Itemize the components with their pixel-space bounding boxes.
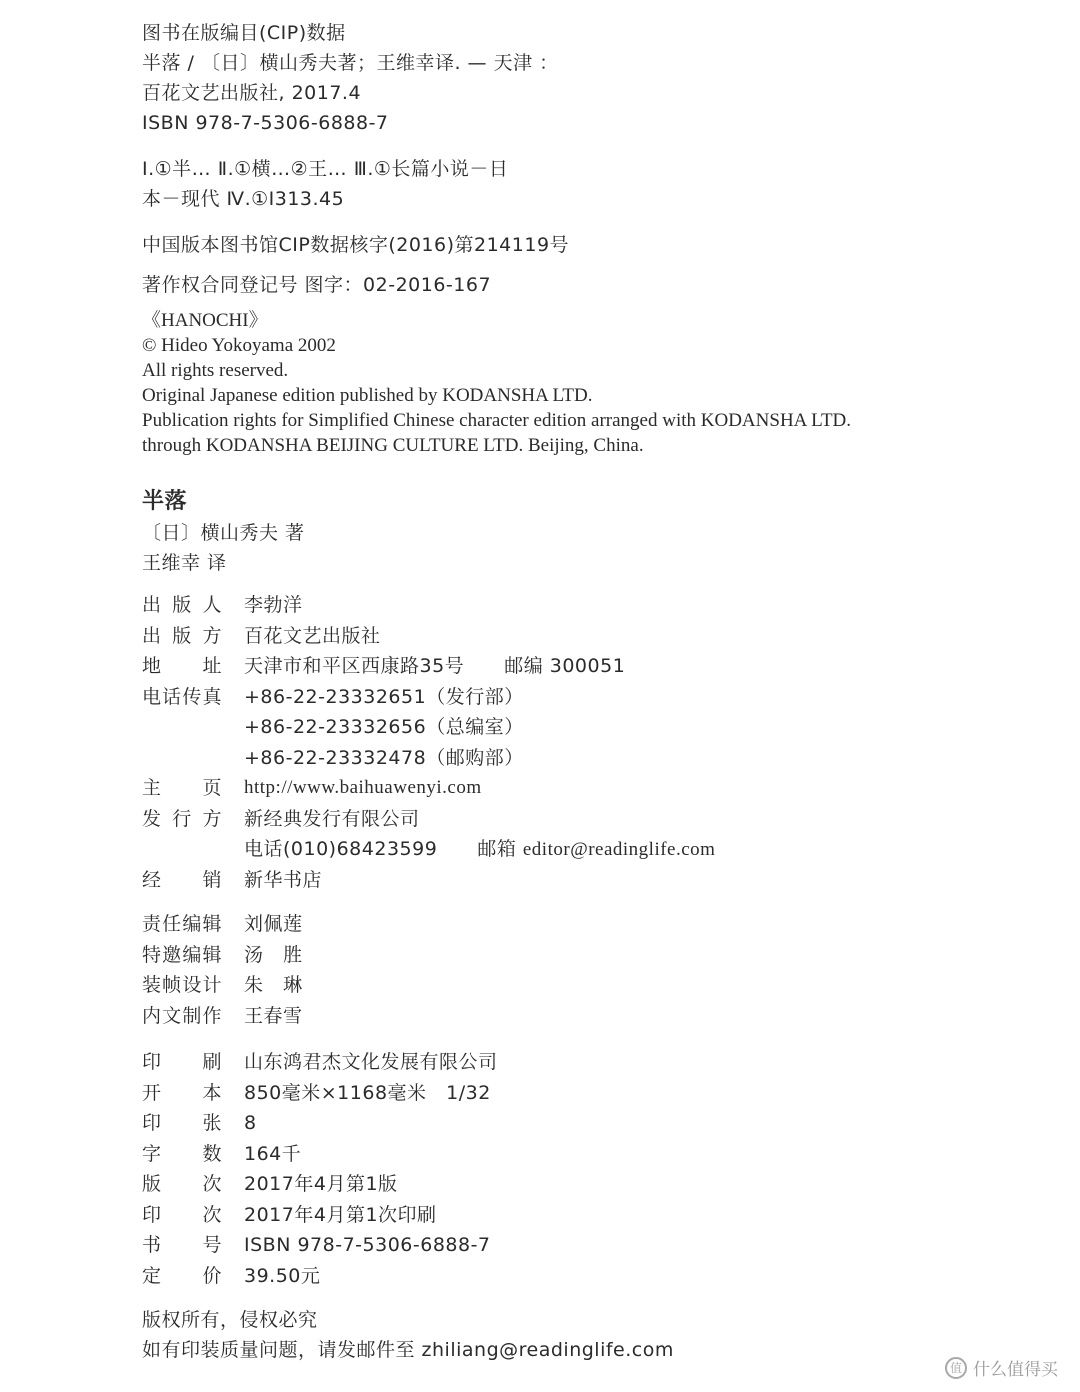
value: 2017年4月第1次印刷 (244, 1203, 437, 1226)
phone-row (142, 743, 1042, 774)
printer-row (142, 1047, 1042, 1078)
smzdm-logo-icon: 值 (945, 1357, 967, 1379)
edition-row (142, 1169, 1042, 1200)
seller-row (142, 865, 1042, 896)
label: 责 任 编 辑 (142, 913, 222, 935)
watermark-text: 什么值得买 (973, 1360, 1058, 1380)
email-label: 邮箱 (477, 838, 517, 860)
address-value: 天津市和平区西康路35号 (244, 655, 465, 677)
distributor-phone: 电话(010)68423599 (244, 838, 438, 860)
phone-value: +86-22-23332478（邮购部） (244, 746, 524, 769)
phone-row (142, 682, 1042, 713)
postcode-value: 300051 (549, 655, 626, 677)
distributor-row (142, 804, 1042, 835)
format-row (142, 1078, 1042, 1109)
cip-heading: 图书在版编目(CIP)数据 (142, 22, 346, 44)
value: 朱 琳 (244, 974, 303, 996)
english-line: through KODANSHA BEIJING CULTURE LTD. Beijing, China. (142, 435, 644, 456)
cip-class-line: 本－现代 Ⅳ.①I313.45 (142, 188, 345, 210)
label: 主 页 (142, 777, 222, 799)
cip-number: 中国版本图书馆CIP数据核字(2016)第214119号 (142, 234, 570, 256)
value: ISBN 978-7-5306-6888-7 (244, 1234, 491, 1256)
cip-line: 百花文艺出版社, 2017.4 (142, 82, 362, 104)
label: 特 邀 编 辑 (142, 943, 222, 966)
label: 开 本 (142, 1081, 222, 1104)
distributor-contact-row (142, 834, 1042, 865)
postcode-label: 邮编 (504, 655, 544, 677)
book-translator: 王维幸 译 (142, 552, 227, 574)
value: 2017年4月第1版 (244, 1173, 398, 1195)
value: 山东鸿君杰文化发展有限公司 (244, 1051, 498, 1073)
value: 王春雪 (244, 1004, 303, 1027)
value: 汤 胜 (244, 943, 303, 966)
label: 出 版 人 (142, 594, 222, 616)
english-line: Original Japanese edition published by KODANSHA LTD. (142, 385, 593, 406)
copyright-registration: 著作权合同登记号 图字：02-2016-167 (142, 274, 492, 296)
label: 版 次 (142, 1173, 222, 1195)
homepage-link[interactable]: http://www.baihuawenyi.com (244, 777, 482, 798)
label: 发 行 方 (142, 807, 222, 830)
label: 印 次 (142, 1203, 222, 1226)
english-title: 《HANOCHI》 (142, 310, 268, 331)
cip-class-line: Ⅰ.①半… Ⅱ.①横…②王… Ⅲ.①长篇小说－日 (142, 158, 509, 180)
label: 字 数 (142, 1142, 222, 1165)
value: 850毫米×1168毫米 1/32 (244, 1081, 491, 1104)
price-row (142, 1261, 1042, 1292)
label: 内 文 制 作 (142, 1004, 222, 1027)
label: 印 刷 (142, 1051, 222, 1073)
label: 地 址 (142, 655, 222, 677)
label: 印 张 (142, 1112, 222, 1134)
value: 39.50元 (244, 1264, 321, 1287)
phone-value: +86-22-23332656（总编室） (244, 716, 524, 738)
english-line: All rights reserved. (142, 360, 289, 381)
value: 李勃洋 (244, 594, 303, 616)
isbn-row (142, 1230, 1042, 1261)
value: 164千 (244, 1142, 302, 1165)
cip-line: ISBN 978-7-5306-6888-7 (142, 112, 389, 134)
impression-row (142, 1200, 1042, 1231)
english-line: © Hideo Yokoyama 2002 (142, 335, 336, 356)
phone-row (142, 712, 1042, 743)
book-author: 〔日〕横山秀夫 著 (142, 522, 305, 544)
binding-design-row (142, 970, 1042, 1001)
publisher-person-row (142, 590, 1042, 621)
value: 百花文艺出版社 (244, 624, 381, 647)
distributor-email[interactable]: editor@readinglife.com (522, 839, 716, 860)
quality-notice: 如有印装质量问题，请发邮件至 zhiliang@readinglife.com (142, 1339, 674, 1361)
label: 装 帧 设 计 (142, 974, 222, 996)
value: 刘佩莲 (244, 913, 303, 935)
value: 新华书店 (244, 868, 323, 891)
watermark (945, 1355, 1058, 1380)
book-title: 半落 (142, 489, 188, 514)
chief-editor-row (142, 909, 1042, 940)
rights-notice: 版权所有，侵权必究 (142, 1309, 318, 1331)
phone-value: +86-22-23332651（发行部） (244, 685, 524, 708)
label: 出 版 方 (142, 624, 222, 647)
layout-row (142, 1001, 1042, 1032)
publisher-row (142, 621, 1042, 652)
words-row (142, 1139, 1042, 1170)
value: 新经典发行有限公司 (244, 807, 420, 830)
english-line: Publication rights for Simplified Chinese character edition arranged with KODANSHA LTD. (142, 410, 852, 431)
copyright-page (142, 18, 1042, 1365)
sheets-row (142, 1108, 1042, 1139)
value: 8 (244, 1112, 257, 1134)
special-editor-row (142, 940, 1042, 971)
label: 电 话 传 真 (142, 685, 222, 708)
homepage-row (142, 773, 1042, 804)
address-row (142, 651, 1042, 682)
label: 经 销 (142, 868, 222, 891)
cip-line: 半落 / 〔日〕横山秀夫著；王维幸译. — 天津 ： (142, 52, 559, 74)
label: 定 价 (142, 1264, 222, 1287)
label: 书 号 (142, 1234, 222, 1256)
